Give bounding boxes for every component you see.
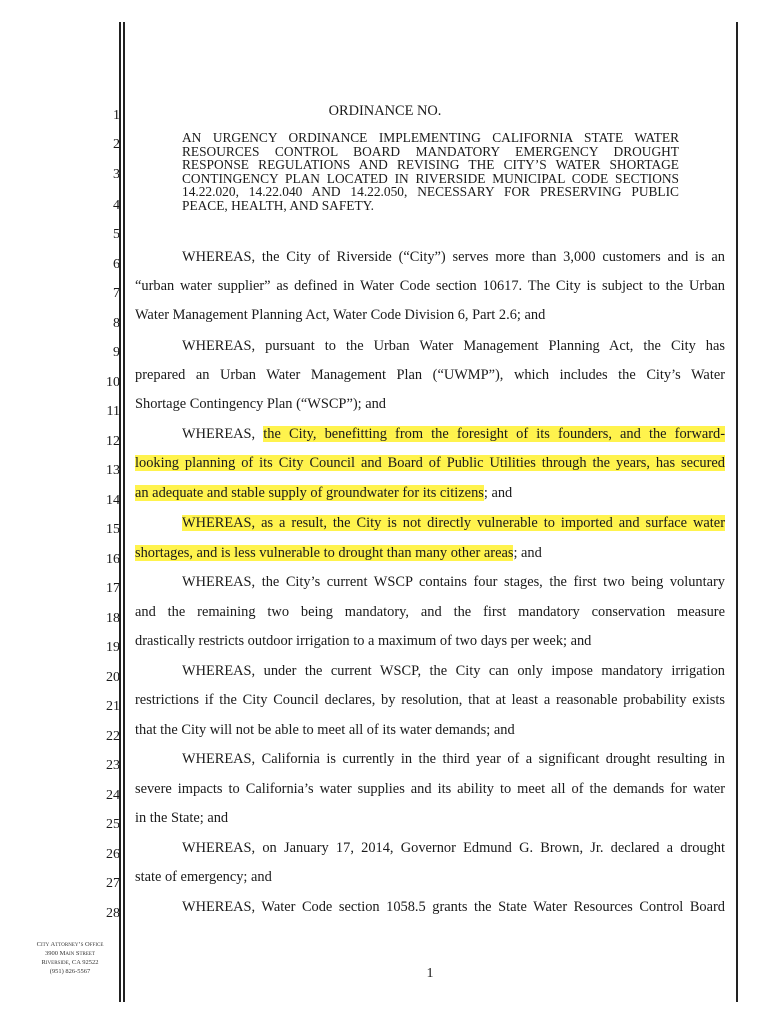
footer-office: City Attorney’s Office	[36, 941, 104, 948]
text-segment: in the State; and	[135, 810, 229, 826]
highlighted-text: WHEREAS, as a result, the City is not directly vulnerable to imported and surface water	[182, 515, 725, 531]
line-number: 4	[113, 198, 120, 213]
footer-street: 3900 Main Street	[44, 950, 96, 957]
body-line	[182, 899, 725, 915]
body-line	[135, 633, 725, 649]
body-line	[182, 249, 725, 265]
text-segment: WHEREAS, California is currently in the third year of a significant drought resulting in	[182, 751, 725, 767]
line-number: 24	[106, 788, 120, 803]
line-number: 14	[106, 493, 120, 508]
line-number: 27	[106, 876, 120, 891]
highlighted-text: shortages, and is less vulnerable to drought than many other areas	[135, 545, 514, 561]
text-segment: WHEREAS, on January 17, 2014, Governor Edmund G. Brown, Jr. declared a drought	[182, 840, 725, 856]
line-number: 17	[106, 581, 120, 596]
line-number: 22	[106, 729, 120, 744]
body-line	[135, 810, 725, 826]
body-line	[135, 545, 725, 561]
line-number: 11	[106, 404, 120, 419]
body-line	[182, 574, 725, 590]
body-line	[135, 692, 725, 708]
line-number: 13	[106, 463, 120, 478]
text-segment: WHEREAS, the City of Riverside (“City”) serves more than 3,000 customers and is an	[182, 249, 725, 265]
body-line	[182, 515, 725, 531]
line-number: 25	[106, 817, 120, 832]
body-line	[135, 781, 725, 797]
body-line	[135, 307, 725, 323]
ordinance-caption: AN URGENCY ORDINANCE IMPLEMENTING CALIFORNIA STATE WATER RESOURCES CONTROL BOARD MANDATORY EMERGENCY DROUGHT RESPONSE REGULATIONS AND REVISING THE CITY’S WATER SHORTAGE CONTINGENCY PLAN LOCATED IN RIVERSIDE MUNICIPAL CODE SECTIONS 14.22.020, 14.22.040 AND 14.22.050, NECESSARY FOR PRESERVING PUBLIC PEACE, HEALTH, AND SAFETY.	[182, 130, 679, 213]
line-number: 18	[106, 611, 120, 626]
body-line	[135, 278, 725, 294]
line-number: 21	[106, 699, 120, 714]
line-number: 1	[113, 108, 120, 123]
body-line	[135, 485, 725, 501]
line-number: 20	[106, 670, 120, 685]
line-number: 28	[106, 906, 120, 921]
text-segment: restrictions if the City Council declares, by resolution, that at least a reasonable probability exists	[135, 692, 725, 708]
text-segment: prepared an Urban Water Management Plan (“UWMP”), which includes the City’s Water	[135, 367, 725, 383]
line-number: 6	[113, 257, 120, 272]
line-number: 9	[113, 345, 120, 360]
line-number: 23	[106, 758, 120, 773]
line-number: 19	[106, 640, 120, 655]
line-number: 2	[113, 137, 120, 152]
line-number: 15	[106, 522, 120, 537]
footer-city: Riverside, CA 92522	[41, 959, 99, 966]
body-line	[135, 722, 725, 738]
text-segment: WHEREAS, Water Code section 1058.5 grants the State Water Resources Control Board	[182, 899, 725, 915]
text-segment: WHEREAS,	[182, 426, 264, 442]
right-margin-rule	[736, 22, 738, 1002]
left-margin-rule-inner	[123, 22, 125, 1002]
body-line	[135, 604, 725, 620]
line-number: 5	[113, 227, 120, 242]
text-segment: state of emergency; and	[135, 869, 272, 885]
highlighted-text: looking planning of its City Council and Board of Public Utilities through the years, has secured	[135, 455, 725, 471]
highlighted-text: the City, benefitting from the foresight of its founders, and the forward-	[263, 426, 725, 442]
line-number: 26	[106, 847, 120, 862]
text-segment: that the City will not be able to meet all of its water demands; and	[135, 722, 515, 738]
body-line	[135, 367, 725, 383]
body-line	[135, 396, 725, 412]
body-line	[182, 663, 725, 679]
line-number: 8	[113, 316, 120, 331]
text-segment: WHEREAS, under the current WSCP, the City can only impose mandatory irrigation	[182, 663, 725, 679]
text-segment: WHEREAS, pursuant to the Urban Water Management Planning Act, the City has	[182, 338, 725, 354]
text-segment: severe impacts to California’s water supplies and its ability to meet all of the demands for water	[135, 781, 725, 797]
text-segment: Water Management Planning Act, Water Code Division 6, Part 2.6; and	[135, 307, 546, 323]
ordinance-title: ORDINANCE NO.	[328, 103, 442, 119]
text-segment: “urban water supplier” as defined in Water Code section 10617. The City is subject to the Urban	[135, 278, 725, 294]
text-segment: ; and	[513, 545, 542, 561]
body-line	[182, 426, 725, 442]
body-line	[135, 869, 725, 885]
text-segment: WHEREAS, the City’s current WSCP contains four stages, the first two being voluntary	[182, 574, 725, 590]
body-line	[182, 338, 725, 354]
line-number: 16	[106, 552, 120, 567]
text-segment: and the remaining two being mandatory, and the first mandatory conservation measure	[135, 604, 725, 620]
body-line	[182, 840, 725, 856]
line-number: 12	[106, 434, 120, 449]
page-number: 1	[426, 966, 434, 981]
line-number: 3	[113, 167, 120, 182]
line-number: 7	[113, 286, 120, 301]
body-line	[135, 455, 725, 471]
highlighted-text: an adequate and stable supply of groundwater for its citizens	[135, 485, 484, 501]
text-segment: ; and	[483, 485, 513, 501]
text-segment: Shortage Contingency Plan (“WSCP”); and	[135, 396, 386, 412]
body-line	[182, 751, 725, 767]
footer-phone: (951) 826-5567	[49, 968, 91, 975]
text-segment: drastically restricts outdoor irrigation to a maximum of two days per week; and	[135, 633, 592, 649]
line-number: 10	[106, 375, 120, 390]
